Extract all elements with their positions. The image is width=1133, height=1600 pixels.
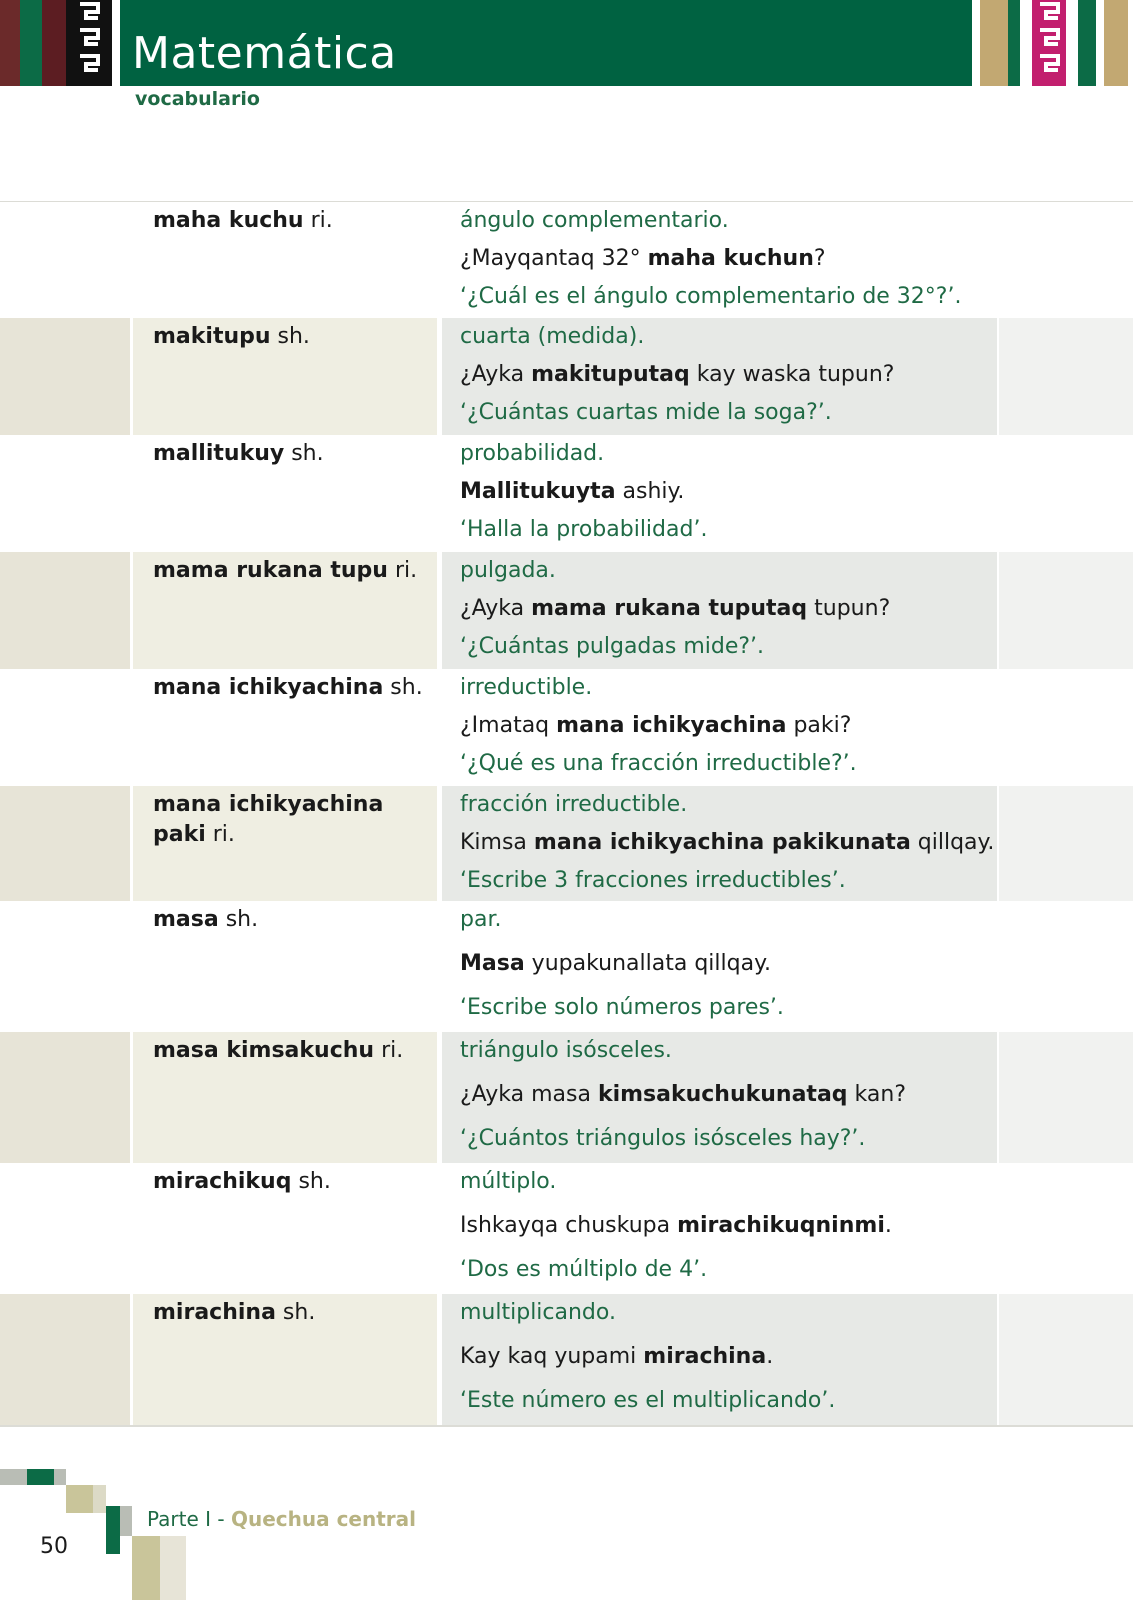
entry-translation: ‘¿Cuántas cuartas mide la soga?’.: [460, 400, 832, 425]
term-part-of-speech: ri.: [212, 822, 235, 847]
row-shading: [0, 1294, 130, 1426]
example-text: tupun?: [807, 596, 891, 621]
footer-part: Parte I: [147, 1507, 212, 1531]
term-part-of-speech: sh.: [282, 1300, 316, 1325]
entry-gloss: pulgada.: [460, 558, 556, 583]
vocabulary-table: [0, 202, 1133, 1426]
example-text: Kimsa: [460, 830, 534, 855]
entry-term: [153, 1298, 433, 1328]
entry-definition: [460, 905, 1000, 1023]
example-text: ¿Ayka masa: [460, 1082, 598, 1107]
page-title: Matemática: [132, 28, 397, 79]
row-shading: [0, 552, 130, 669]
vocabulary-entry: [0, 1163, 1133, 1294]
term-part-of-speech: sh.: [225, 907, 259, 932]
entry-gloss: irreductible.: [460, 675, 593, 700]
entry-term: [153, 439, 433, 469]
page-number: 50: [40, 1534, 68, 1559]
example-highlight: mama rukana tuputaq: [531, 596, 808, 621]
page-subtitle: vocabulario: [135, 88, 260, 110]
footer-language: Quechua central: [230, 1507, 417, 1531]
row-shading: [999, 318, 1133, 435]
entry-definition: [460, 206, 1000, 312]
entry-gloss: múltiplo.: [460, 1169, 557, 1194]
example-highlight: mana ichikyachina pakikunata: [533, 830, 911, 855]
entry-term: [153, 1036, 433, 1066]
example-text: ¿Ayka: [460, 596, 532, 621]
term-part-of-speech: sh.: [390, 675, 423, 700]
term-word: masa kimsakuchu: [153, 1038, 375, 1063]
term-part-of-speech: sh.: [298, 1169, 331, 1194]
entry-example: [460, 1211, 1000, 1241]
entry-gloss: ángulo complementario.: [460, 208, 729, 233]
example-text: .: [766, 1344, 774, 1369]
vocabulary-entry: [0, 552, 1133, 669]
example-highlight: Mallitukuyta: [460, 479, 616, 504]
row-shading: [999, 1294, 1133, 1426]
example-highlight: kimsakuchukunataq: [597, 1082, 848, 1107]
row-shading: [999, 786, 1133, 901]
term-word: makitupu: [153, 324, 271, 349]
entry-translation: ‘¿Cuántos triángulos isósceles hay?’.: [460, 1126, 866, 1151]
term-word: mallitukuy: [153, 441, 285, 466]
entry-definition: [460, 1298, 1000, 1416]
term-part-of-speech: ri.: [310, 208, 333, 233]
row-shading: [999, 1032, 1133, 1163]
term-part-of-speech: sh.: [277, 324, 310, 349]
example-text: ¿Ayka: [460, 362, 532, 387]
entry-example: [460, 711, 1000, 741]
term-word: mana ichikyachina paki: [153, 792, 384, 847]
example-text: Ishkayqa chuskupa: [460, 1213, 678, 1238]
header-pattern-left: [0, 0, 120, 86]
entry-gloss: multiplicando.: [460, 1300, 616, 1325]
term-part-of-speech: sh.: [291, 441, 324, 466]
vocabulary-entry: [0, 901, 1133, 1032]
entry-example: [460, 949, 1000, 979]
example-highlight: mirachina: [643, 1344, 767, 1369]
entry-term: [153, 673, 433, 703]
vocabulary-entry: [0, 1294, 1133, 1426]
entry-gloss: fracción irreductible.: [460, 792, 688, 817]
entry-example: [460, 244, 1000, 274]
example-text: Kay kaq yupami: [460, 1344, 644, 1369]
vocabulary-entry: [0, 435, 1133, 552]
entry-example: [460, 360, 1000, 390]
example-text: kan?: [847, 1082, 906, 1107]
term-word: maha kuchu: [153, 208, 304, 233]
entry-term: [153, 1167, 433, 1197]
footer-separator: -: [211, 1507, 231, 1531]
row-shading: [999, 552, 1133, 669]
example-text: .: [884, 1213, 892, 1238]
entry-translation: ‘Este número es el multiplicando’.: [460, 1388, 836, 1413]
vocabulary-entry: [0, 318, 1133, 435]
entry-gloss: triángulo isósceles.: [460, 1038, 672, 1063]
example-highlight: mirachikuqninmi: [677, 1213, 885, 1238]
vocabulary-entry: [0, 786, 1133, 901]
vocabulary-entry: [0, 202, 1133, 318]
entry-term: [153, 790, 433, 850]
example-text: ashiy.: [615, 479, 685, 504]
entry-example: [460, 594, 1000, 624]
row-shading: [0, 1032, 130, 1163]
entry-translation: ‘Escribe 3 fracciones irreductibles’.: [460, 868, 846, 893]
example-highlight: mana ichikyachina: [556, 713, 787, 738]
entry-example: [460, 1080, 1000, 1110]
vocabulary-entry: [0, 1032, 1133, 1163]
term-word: mirachikuq: [153, 1169, 292, 1194]
entry-translation: ‘Dos es múltiplo de 4’.: [460, 1257, 708, 1282]
entry-definition: [460, 790, 1000, 896]
entry-gloss: par.: [460, 907, 502, 932]
entry-translation: ‘¿Qué es una fracción irreductible?’.: [460, 751, 857, 776]
entry-gloss: cuarta (medida).: [460, 324, 645, 349]
entry-term: [153, 556, 433, 586]
example-text: ?: [813, 246, 826, 271]
example-highlight: maha kuchun: [647, 246, 814, 271]
example-text: ¿Mayqantaq 32°: [460, 246, 648, 271]
example-text: qillqay.: [910, 830, 995, 855]
entry-gloss: probabilidad.: [460, 441, 605, 466]
entry-translation: ‘Halla la probabilidad’.: [460, 517, 708, 542]
entry-definition: [460, 322, 1000, 428]
entry-term: [153, 322, 433, 352]
entry-example: [460, 477, 1000, 507]
entry-term: [153, 206, 433, 236]
entry-example: [460, 1342, 1000, 1372]
entry-translation: ‘¿Cuál es el ángulo complementario de 32°?’.: [460, 284, 962, 309]
term-part-of-speech: ri.: [394, 558, 418, 583]
term-word: mama rukana tupu: [153, 558, 388, 583]
example-text: yupakunallata qillqay.: [524, 951, 771, 976]
example-text: ¿Imataq: [460, 713, 557, 738]
table-bottom-rule: [0, 1425, 1133, 1427]
entry-term: [153, 905, 433, 935]
entry-definition: [460, 673, 1000, 779]
example-highlight: makituputaq: [531, 362, 690, 387]
row-shading: [0, 318, 130, 435]
entry-definition: [460, 1036, 1000, 1154]
row-shading: [0, 786, 130, 901]
entry-example: [460, 828, 1000, 858]
term-word: mirachina: [153, 1300, 276, 1325]
entry-definition: [460, 556, 1000, 662]
spiral-motif-icon: [74, 0, 104, 86]
entry-translation: ‘¿Cuántas pulgadas mide?’.: [460, 634, 765, 659]
term-word: masa: [153, 907, 219, 932]
spiral-motif-icon: [1034, 0, 1064, 86]
example-text: kay waska tupun?: [689, 362, 895, 387]
header-pattern-right: [974, 0, 1133, 86]
example-highlight: Masa: [460, 951, 525, 976]
entry-definition: [460, 1167, 1000, 1285]
vocabulary-entry: [0, 669, 1133, 786]
example-text: paki?: [786, 713, 852, 738]
footer-caption: [147, 1507, 416, 1531]
term-word: mana ichikyachina: [153, 675, 384, 700]
entry-definition: [460, 439, 1000, 545]
term-part-of-speech: ri.: [381, 1038, 404, 1063]
entry-translation: ‘Escribe solo números pares’.: [460, 995, 784, 1020]
